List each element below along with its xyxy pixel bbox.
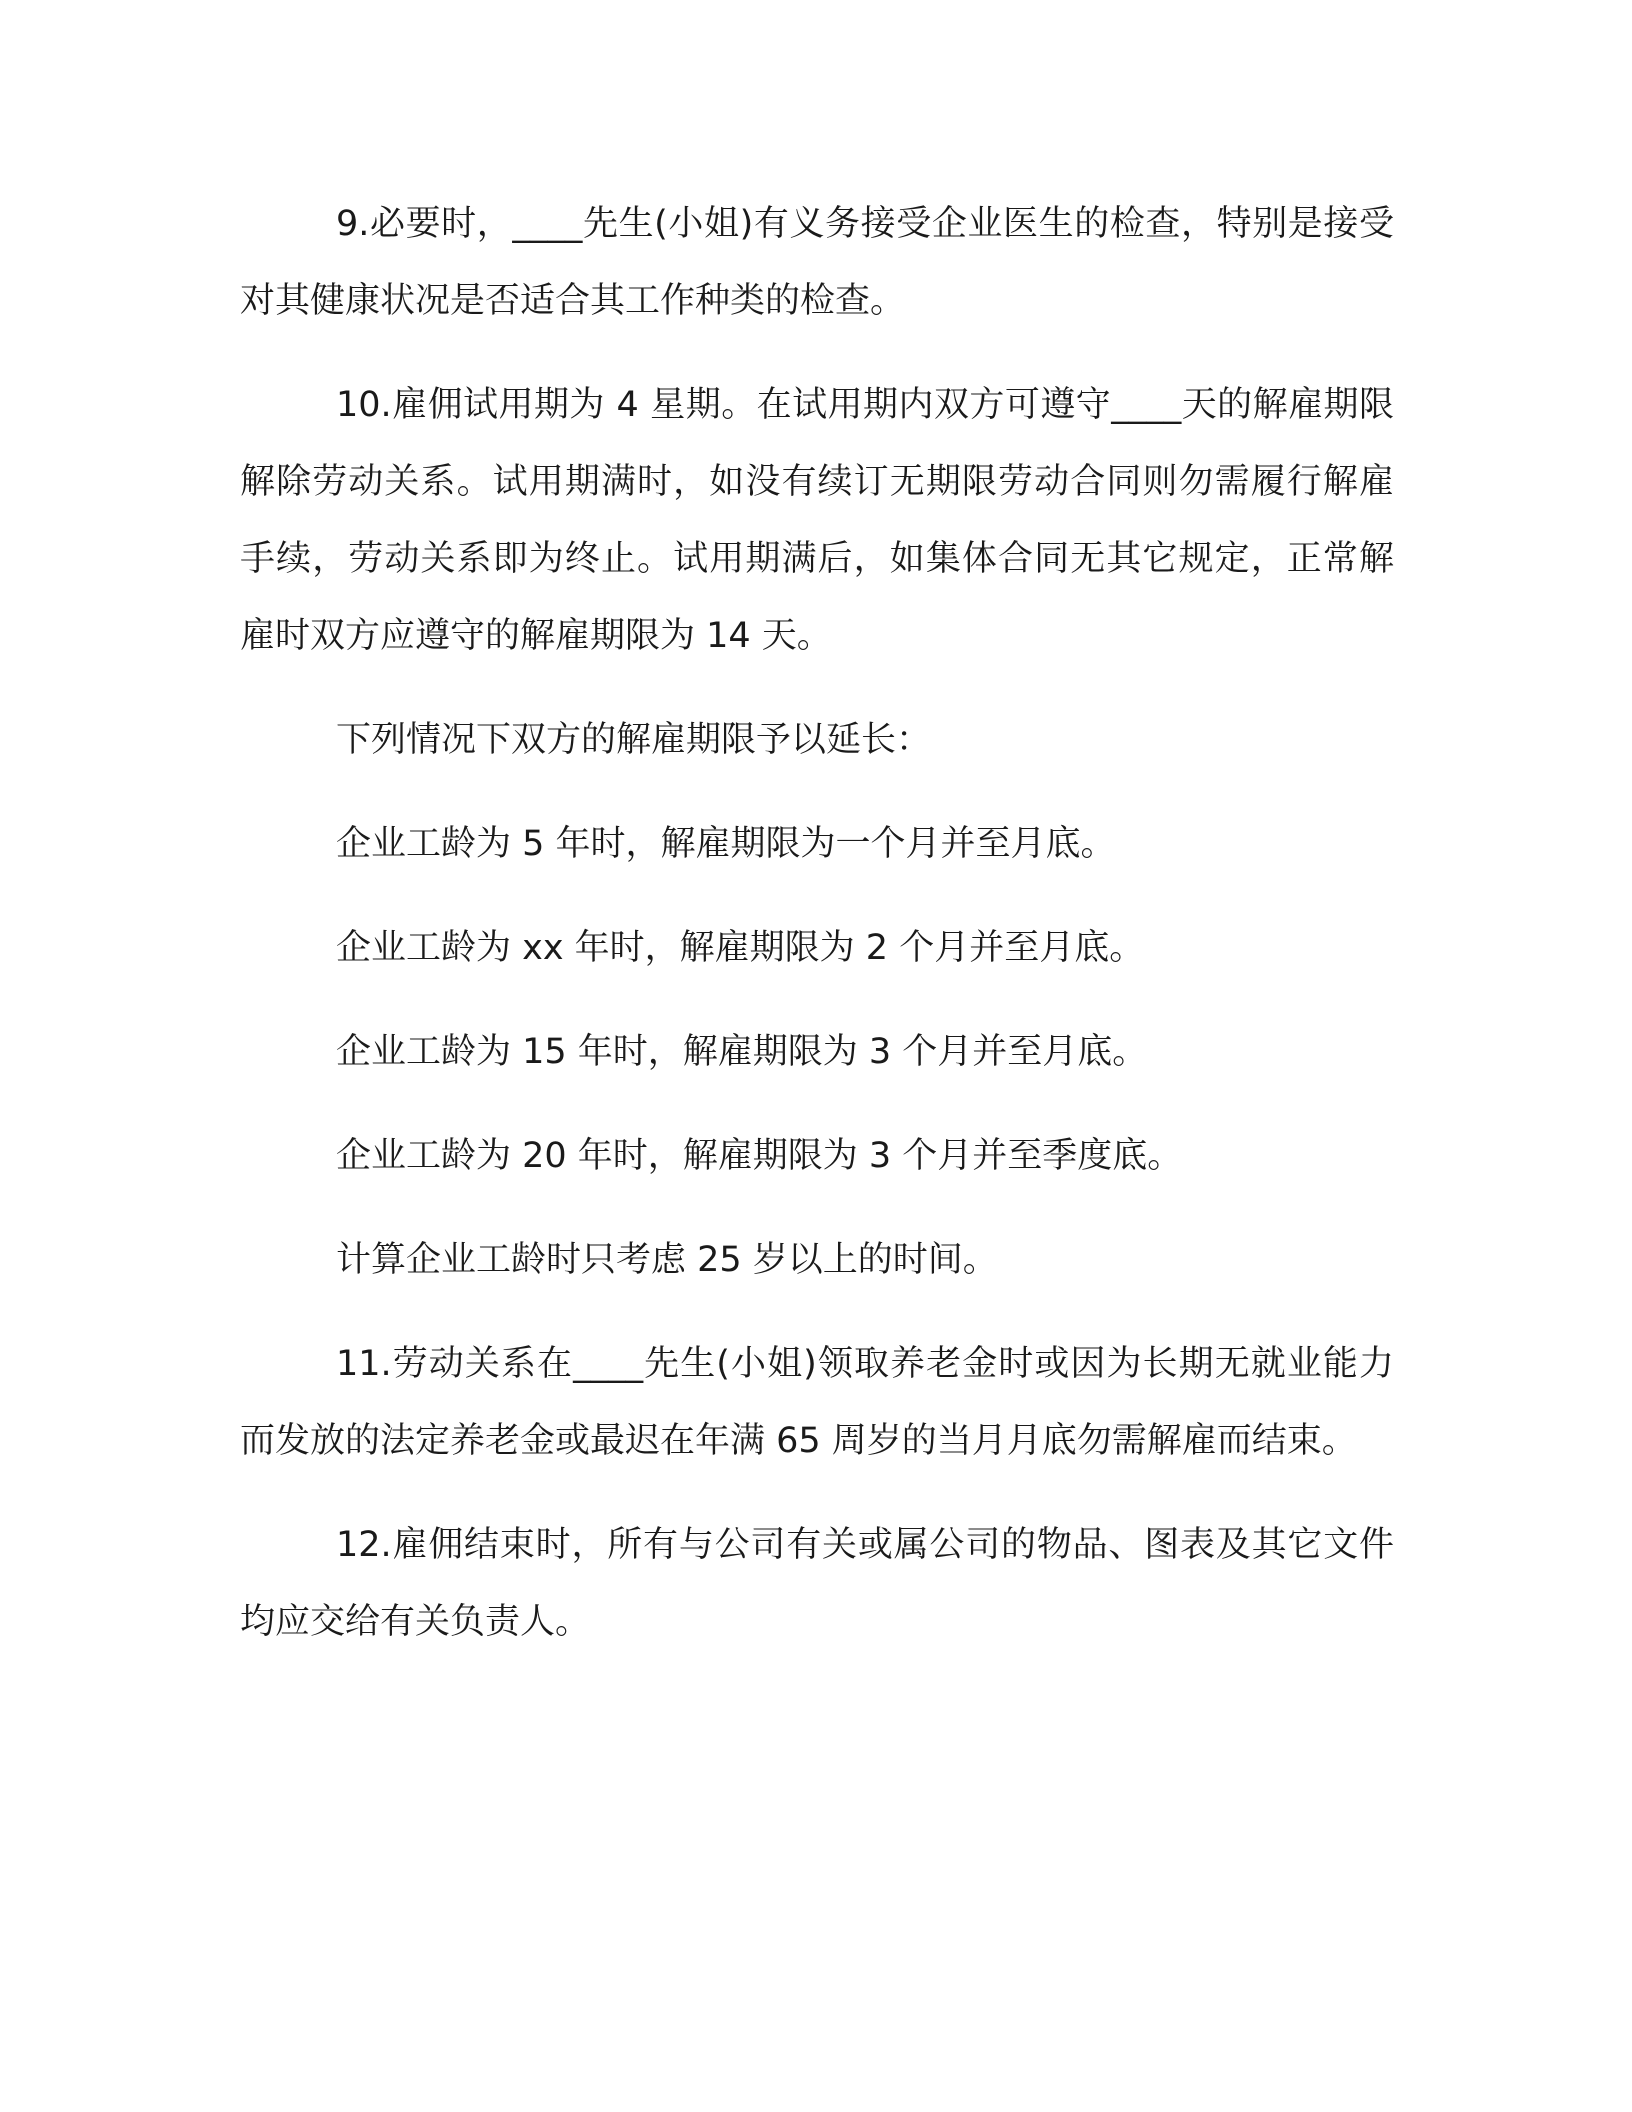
paragraph-clause-9: 9.必要时，____先生(小姐)有义务接受企业医生的检查，特别是接受对其健康状况是否适合其工作种类的检查。 xyxy=(240,204,1394,321)
paragraph-extension-intro: 下列情况下双方的解雇期限予以延长： xyxy=(336,720,932,760)
document-body xyxy=(240,186,1394,1661)
paragraph-clause-10: 10.雇佣试用期为 4 星期。在试用期内双方可遵守____天的解雇期限解除劳动关系。试用期满时，如没有续订无期限劳动合同则勿需履行解雇手续，劳动关系即为终止。试用期满后，如集体合同无其它规定，正常解雇时双方应遵守的解雇期限为 14 天。 xyxy=(240,385,1394,656)
paragraph-extension-20-years: 企业工龄为 20 年时，解雇期限为 3 个月并至季度底。 xyxy=(336,1136,1183,1176)
paragraph-clause-12: 12.雇佣结束时，所有与公司有关或属公司的物品、图表及其它文件均应交给有关负责人。 xyxy=(240,1525,1394,1642)
paragraph-seniority-calculation: 计算企业工龄时只考虑 25 岁以上的时间。 xyxy=(336,1240,998,1280)
paragraph-extension-5-years: 企业工龄为 5 年时，解雇期限为一个月并至月底。 xyxy=(336,824,1116,864)
paragraph-extension-15-years: 企业工龄为 15 年时，解雇期限为 3 个月并至月底。 xyxy=(336,1032,1148,1072)
paragraph-clause-11: 11.劳动关系在____先生(小姐)领取养老金时或因为长期无就业能力而发放的法定养老金或最迟在年满 65 周岁的当月月底勿需解雇而结束。 xyxy=(240,1344,1394,1461)
paragraph-extension-xx-years: 企业工龄为 xx 年时，解雇期限为 2 个月并至月底。 xyxy=(336,928,1145,968)
